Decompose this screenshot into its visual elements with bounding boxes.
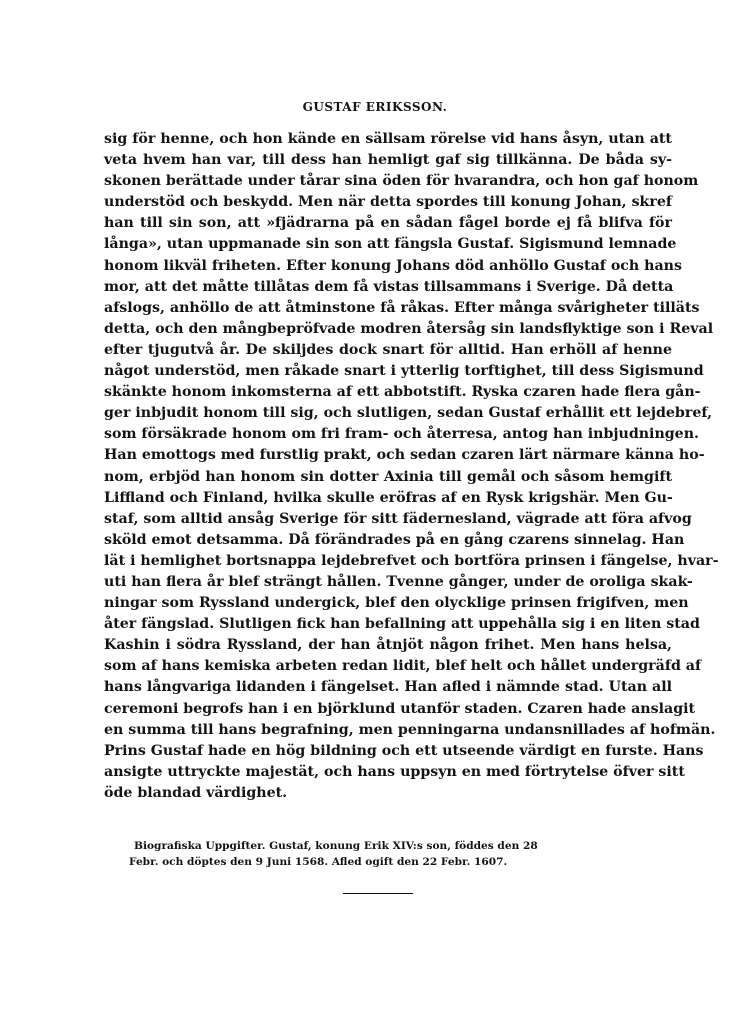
body-line: sig för henne, och hon kände en sällsam rörelse vid hans åsyn, utan att: [104, 131, 672, 147]
body-line: understöd och beskydd. Men när detta spordes till konung Johan, skref: [104, 194, 672, 211]
body-line: Liffland och Finland, hvilka skulle eröfras af en Rysk krigshär. Men Gu-: [104, 489, 673, 506]
body-line: uti han flera år blef strängt hållen. Tvenne gånger, under de oroliga skak-: [104, 573, 693, 590]
body-paragraph: [104, 129, 719, 804]
body-line: ger inbjudit honom till sig, och slutligen, sedan Gustaf erhållit ett lejdebref,: [104, 405, 713, 422]
biographical-footnote: [104, 838, 672, 870]
body-line: ningar som Ryssland undergick, blef den olycklige prinsen frigifven, men: [104, 595, 689, 612]
body-line: lät i hemlighet bortsnappa lejdebrefvet och bortföra prinsen i fängelse, hvar-: [104, 552, 719, 569]
body-line: ceremoni begrofs han i en björklund utanför staden. Czaren hade anslagit: [104, 700, 696, 717]
body-line: som af hans kemiska arbeten redan lidit, blef helt och hållet undergräfd af: [104, 658, 702, 675]
running-title: GUSTAF ERIKSSON.: [302, 100, 448, 114]
body-line: långa», utan uppmanade sin son att fängsla Gustaf. Sigismund lemnade: [104, 236, 677, 253]
body-line: Han emottogs med furstlig prakt, och sedan czaren lärt närmare känna ho-: [104, 447, 705, 464]
body-line: han till sin son, att »fjädrarna på en sådan fågel borde ej få blifva för: [104, 215, 672, 232]
body-line: skänkte honom inkomsterna af ett abbotstift. Ryska czaren hade flera gån-: [104, 384, 701, 401]
body-line: åter fängslad. Slutligen fick han befallning att uppehålla sig i en liten stad: [104, 616, 700, 633]
footnote-line: Febr. och döptes den 9 Juni 1568. Afled ogift den 22 Febr. 1607.: [129, 856, 508, 868]
body-line: öde blandad värdighet.: [104, 784, 288, 801]
body-line: nom, erbjöd han honom sin dotter Axinia till gemål och såsom hemgift: [104, 468, 672, 485]
body-line: honom likväl friheten. Efter konung Johans död anhöllo Gustaf och hans: [104, 257, 682, 274]
section-divider: [343, 893, 413, 894]
body-line: ansigte uttryckte majestät, och hans uppsyn en med förtrytelse öfver sitt: [104, 763, 685, 780]
body-line: sköld emot detsamma. Då förändrades på en gång czarens sinnelag. Han: [104, 531, 685, 548]
body-line: något understöd, men råkade snart i ytterlig torftighet, till dess Sigismund: [104, 363, 704, 380]
body-line: en summa till hans begrafning, men penningarna undansnillades af hofmän.: [104, 721, 716, 738]
footnote-line: Biografiska Uppgifter. Gustaf, konung Erik XIV:s son, föddes den 28: [134, 840, 538, 852]
body-line: mor, att det måtte tillåtas dem få vistas tillsammans i Sverige. Då detta: [104, 278, 674, 295]
body-line: detta, och den mångbepröfvade modren återsåg sin landsflyktige son i Reval: [104, 320, 714, 337]
body-line: skonen berättade under tårar sina öden för hvarandra, och hon gaf honom: [104, 173, 699, 190]
body-line: staf, som alltid ansåg Sverige för sitt fädernesland, vägrade att föra afvog: [104, 510, 692, 527]
body-line: efter tjugutvå år. De skiljdes dock snart för alltid. Han erhöll af henne: [104, 341, 672, 358]
body-line: Prins Gustaf hade en hög bildning och ett utseende värdigt en furste. Hans: [104, 742, 704, 759]
body-line: Kashin i södra Ryssland, der han åtnjöt någon frihet. Men hans helsa,: [104, 637, 672, 654]
body-line: afslogs, anhöllo de att åtminstone få råkas. Efter många svårigheter tilläts: [104, 299, 700, 316]
body-line: som försäkrade honom om fri fram- och återresa, antog han inbjudningen.: [104, 426, 699, 443]
body-line: veta hvem han var, till dess han hemligt gaf sig tillkänna. De båda sy-: [104, 152, 672, 169]
body-line: hans långvariga lidanden i fängelset. Han afled i nämnde stad. Utan all: [104, 679, 672, 696]
